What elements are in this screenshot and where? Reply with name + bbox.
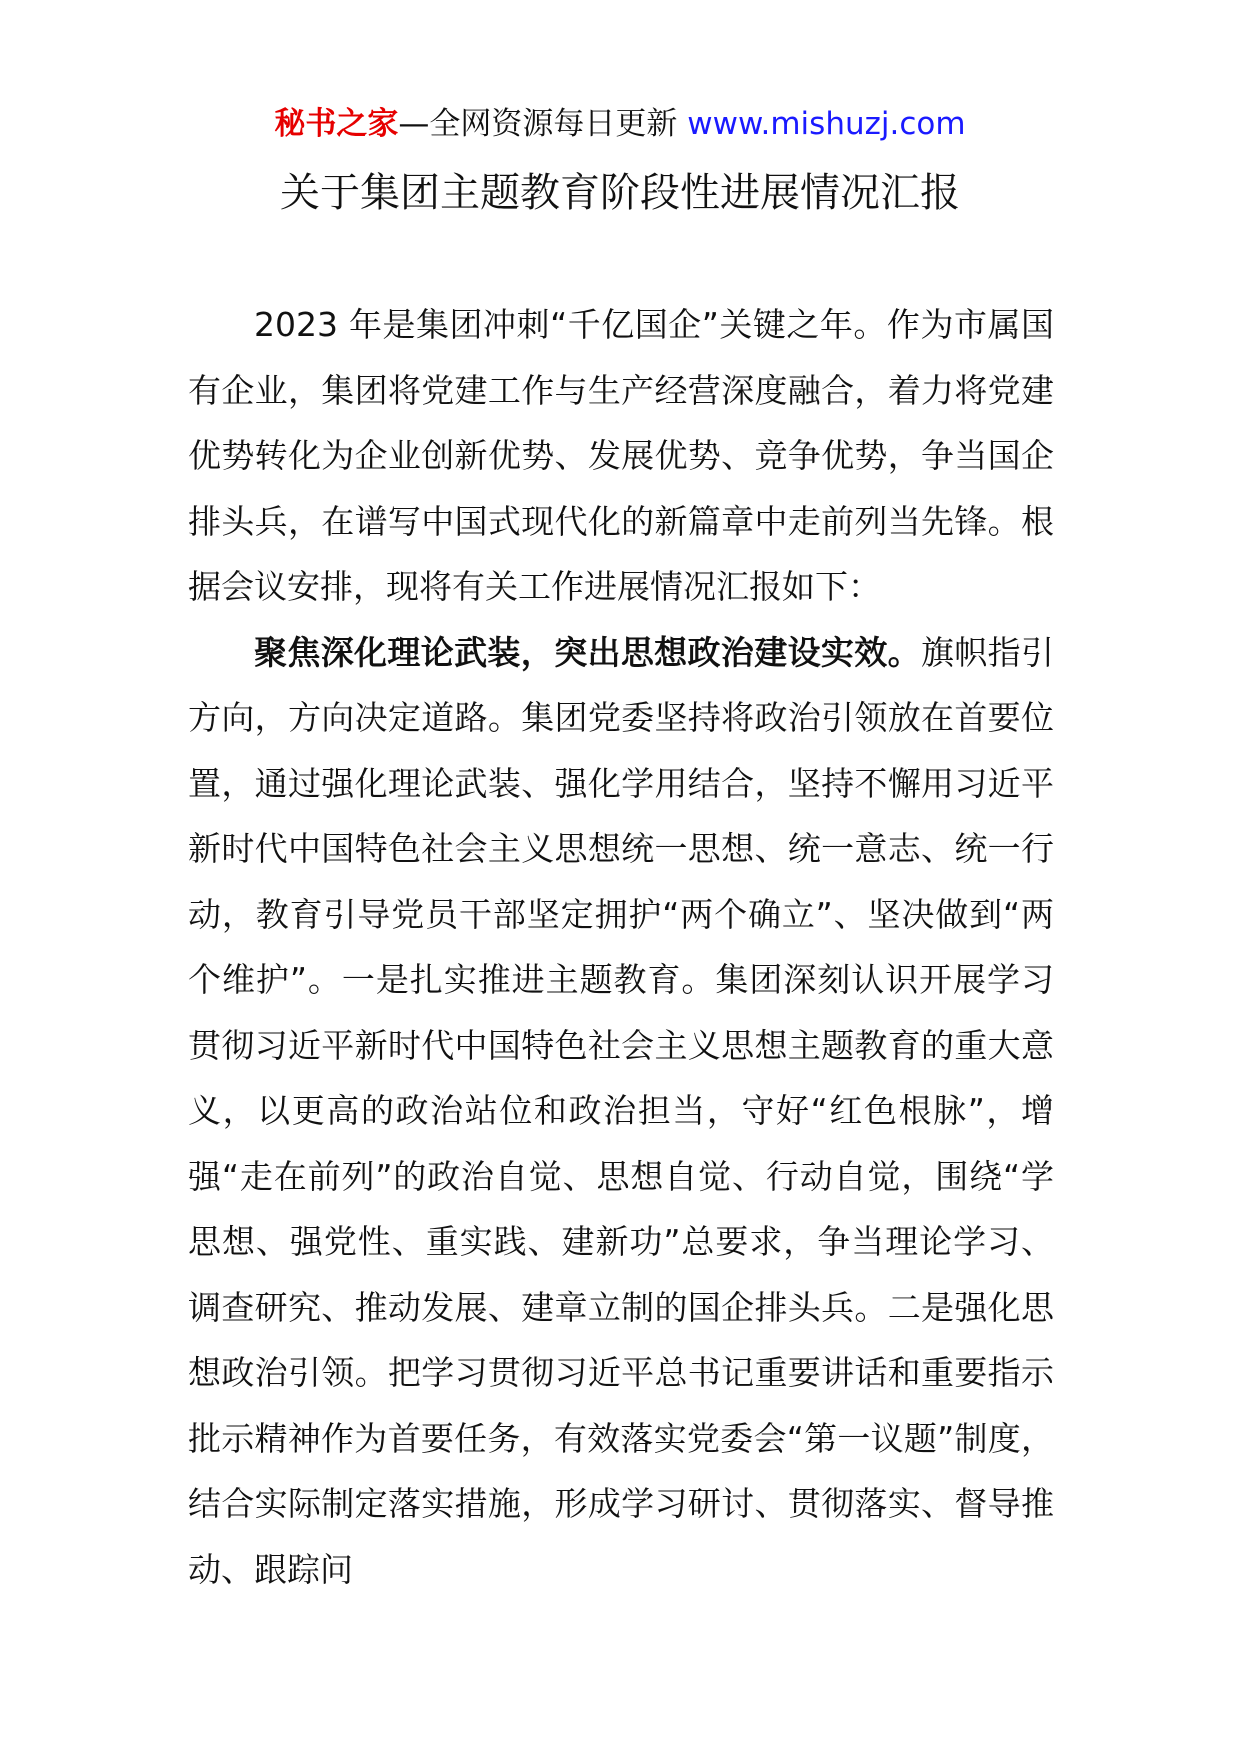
site-banner — [0, 102, 1240, 146]
paragraph-lead: 聚焦深化理论武装，突出思想政治建设实效。 — [254, 632, 921, 672]
paragraph — [188, 620, 1054, 1603]
site-url-link[interactable]: www.mishuzj.com — [687, 106, 966, 142]
paragraph — [188, 292, 1054, 620]
paragraph-text: 旗帜指引方向，方向决定道路。集团党委坚持将政治引领放在首要位置，通过强化理论武装、强化学用结合，坚持不懈用习近平新时代中国特色社会主义思想统一思想、统一意志、统一行动，教育引导党员干部坚定拥护“两个确立”、坚决做到“两个维护”。一是扎实推进主题教育。集团深刻认识开展学习贯彻习近平新时代中国特色社会主义思想主题教育的重大意义，以更高的政治站位和政治担当，守好“红色根脉”，增强“走在前列”的政治自觉、思想自觉、行动自觉，围绕“学思想、强党性、重实践、建新功”总要求，争当理论学习、调查研究、推动发展、建章立制的国企排头兵。二是强化思想政治引领。把学习贯彻习近平总书记重要讲话和重要指示批示精神作为首要任务，有效落实党委会“第一议题”制度，结合实际制定落实措施，形成学习研讨、贯彻落实、督导推动、跟踪问 — [188, 632, 1055, 1589]
brand-name: 秘书之家 — [274, 106, 399, 142]
document-title: 关于集团主题教育阶段性进展情况汇报 — [280, 170, 960, 216]
document-body — [188, 292, 1054, 1602]
banner-tagline: —全网资源每日更新 — [398, 106, 678, 142]
paragraph-text: 2023 年是集团冲刺“千亿国企”关键之年。作为市属国有企业，集团将党建工作与生产经营深度融合，着力将党建优势转化为企业创新优势、发展优势、竞争优势，争当国企排头兵，在谱写中国式现代化的新篇章中走前列当先锋。根据会议安排，现将有关工作进展情况汇报如下： — [188, 305, 1054, 606]
